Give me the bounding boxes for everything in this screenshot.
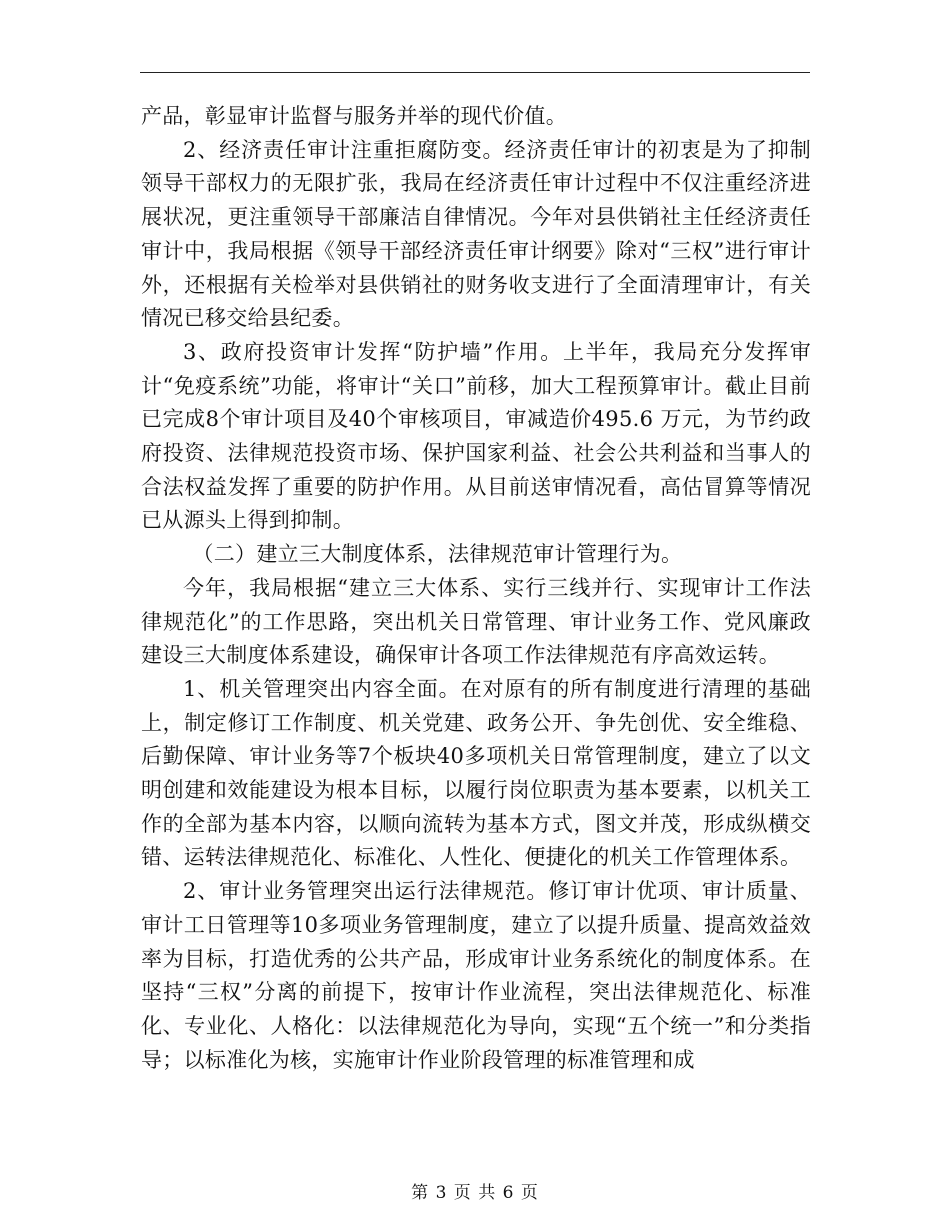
section-heading-three-systems: （二）建立三大制度体系，法律规范审计管理行为。 [192,542,683,567]
paragraph-work-approach: 今年，我局根据“建立三大体系、实行三线并行、实现审计工作法律规范化”的工作思路，突出机关日常管理、审计业务工作、党风廉政建设三大制度体系建设，确保审计各项工作法律规范有序高效运转。 [141,575,811,668]
paragraph-office-management: 1、机关管理突出内容全面。在对原有的所有制度进行清理的基础上，制定修订工作制度、机关党建、政务公开、争先创优、安全维稳、后勤保障、审计业务等7个板块40多项机关日常管理制度，建立了以文明创建和效能建设为根本目标，以履行岗位职责为基本要素，以机关工作的全部为基本内容，以顺向流转为基本方式，图文并茂，形成纵横交错、运转法律规范化、标准化、人性化、便捷化的机关工作管理体系。 [141,676,811,870]
header-rule [140,72,810,73]
paragraph-continuation: 产品，彰显审计监督与服务并举的现代价值。 [141,104,567,128]
page-number-footer: 第 3 页 共 6 页 [411,1183,539,1203]
paragraph-economic-responsibility-audit: 2、经济责任审计注重拒腐防变。经济责任审计的初衷是为了抑制领导干部权力的无限扩张，我局在经济责任审计过程中不仅注重经济进展状况，更注重领导干部廉洁自律情况。今年对县供销社主任经济责任审计中，我局根据《领导干部经济责任审计纲要》除对“三权”进行审计外，还根据有关检举对县供销社的财务收支进行了全面清理审计，有关情况已移交给县纪委。 [141,137,811,331]
document-body [141,100,811,1077]
paragraph-government-investment-audit: 3、政府投资审计发挥“防护墙”作用。上半年，我局充分发挥审计“免疫系统”功能，将审计“关口”前移，加大工程预算审计。截止目前已完成8个审计项目及40个审核项目，审减造价495.6 万元，为节约政府投资、法律规范投资市场、保护国家利益、社会公共利益和当事人的合法权益发挥了重要的防护作用。从目前送审情况看，高估冒算等情况已从源头上得到抑制。 [141,339,811,533]
paragraph-audit-business-management: 2、审计业务管理突出运行法律规范。修订审计优项、审计质量、审计工日管理等10多项业务管理制度，建立了以提升质量、提高效益效率为目标，打造优秀的公共产品，形成审计业务系统化的制度体系。在坚持“三权”分离的前提下，按审计作业流程，突出法律规范化、标准化、专业化、人格化：以法律规范化为导向，实现“五个统一”和分类指导；以标准化为核，实施审计作业阶段管理的标准管理和成 [141,879,811,1072]
